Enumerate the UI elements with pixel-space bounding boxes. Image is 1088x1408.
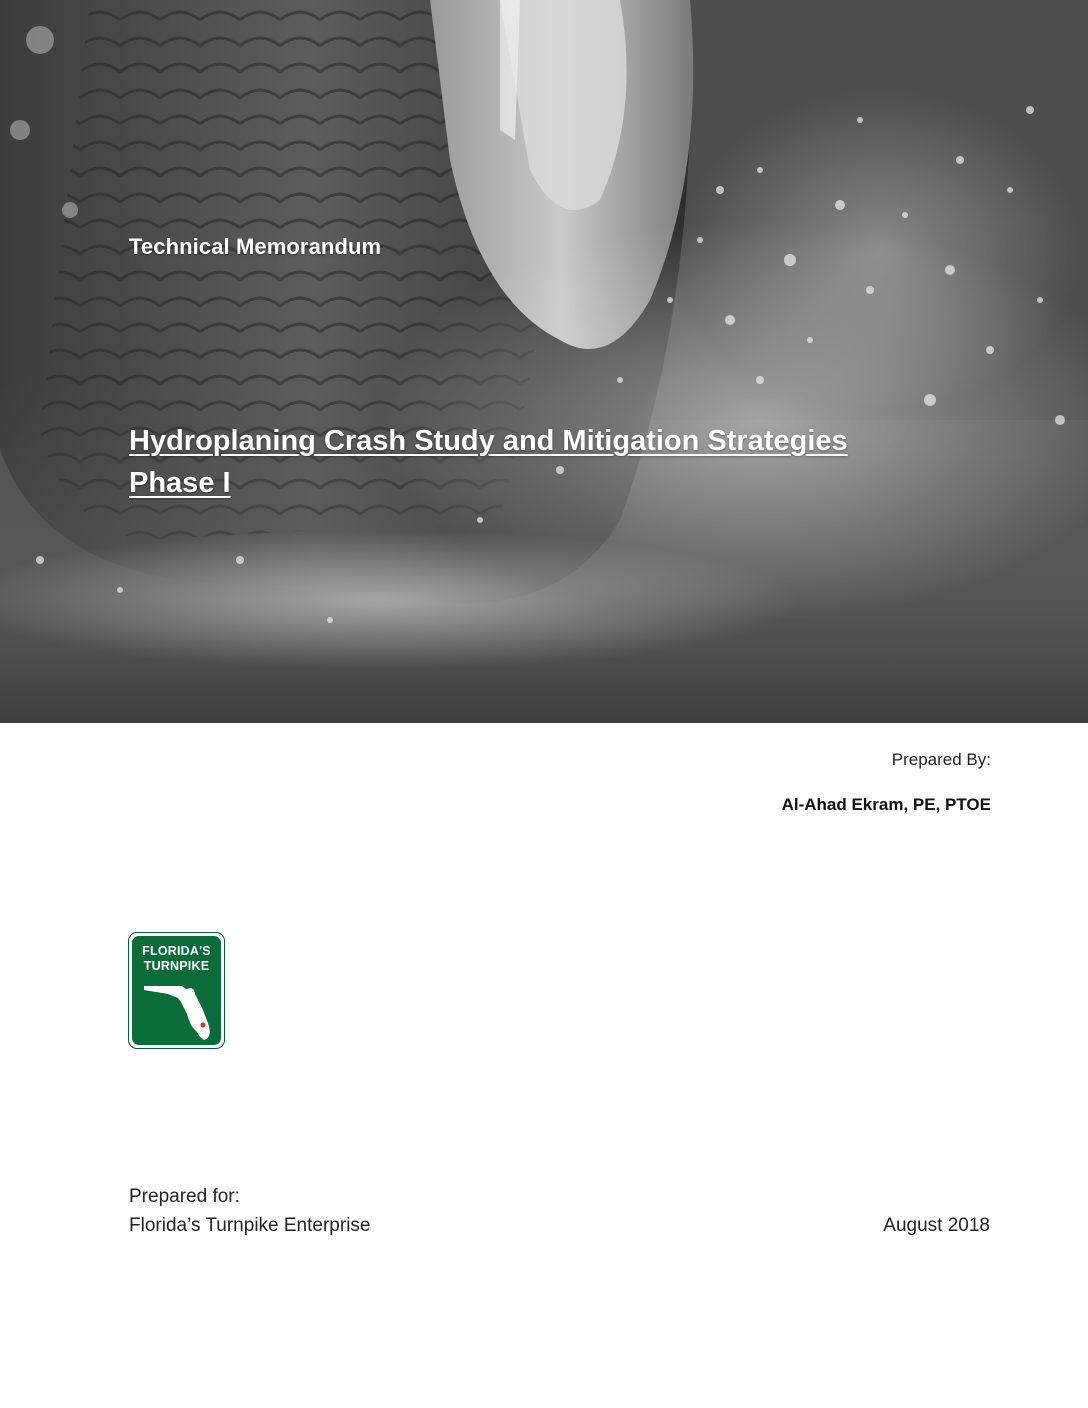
prepared-for-label: Prepared for: [129, 1186, 240, 1207]
prepared-by-label: Prepared By: [891, 750, 991, 769]
client-name: Florida’s Turnpike Enterprise [129, 1215, 371, 1236]
logo-sign-border [128, 932, 225, 1049]
title-line-2: Phase I [129, 467, 231, 499]
floridas-turnpike-logo [128, 932, 225, 1049]
author-name: Al-Ahad Ekram, PE, PTOE [781, 795, 991, 814]
title-line-1: Hydroplaning Crash Study and Mitigation Strategies [129, 425, 848, 457]
memo-type-label: Technical Memorandum [129, 234, 382, 259]
florida-map-icon [142, 980, 216, 1042]
logo-text-line-2: TURNPIKE [143, 959, 210, 973]
logo-sign-panel [132, 936, 221, 1045]
logo-text-line-1: FLORIDA'S [142, 944, 211, 958]
document-title [129, 420, 989, 504]
document-date: August 2018 [883, 1215, 990, 1236]
